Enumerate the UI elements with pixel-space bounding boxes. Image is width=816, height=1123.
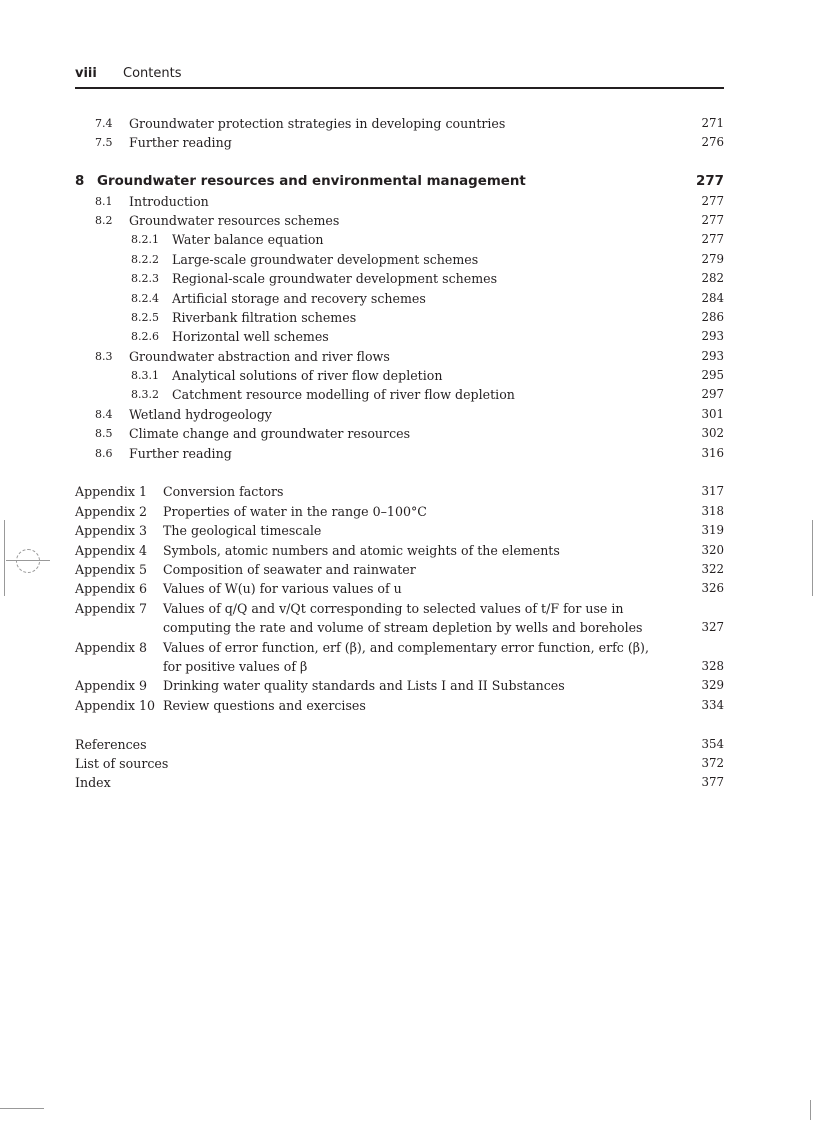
section-number: 8.2.2 [131, 252, 159, 266]
section-number: 8.3 [95, 349, 113, 363]
section-number: 8.2 [95, 213, 113, 227]
page-number: 319 [701, 523, 724, 538]
toc-appendix-9[interactable] [75, 676, 724, 695]
toc-entry[interactable] [75, 405, 724, 424]
appendix-label: Appendix 3 [75, 523, 147, 539]
page-number: 286 [701, 309, 724, 324]
section-number: 8.5 [95, 427, 113, 441]
page-number: 316 [701, 445, 724, 460]
appendix-title: Conversion factors [163, 484, 284, 500]
page-number: 277 [701, 193, 724, 208]
spacer [75, 153, 724, 172]
appendix-label: Appendix 10 [75, 697, 156, 713]
page-number: 354 [701, 736, 724, 751]
section-title: Groundwater protection strategies in developing countries [129, 116, 506, 131]
toc-appendix-7[interactable] [75, 599, 724, 618]
appendix-title-continued: for positive values of β [163, 658, 308, 674]
section-number: 8.6 [95, 446, 113, 460]
section-title: Riverbank filtration schemes [172, 309, 357, 325]
header-rule [75, 87, 724, 89]
appendix-title: Values of W(u) for various values of u [163, 581, 402, 597]
page-number: 329 [701, 678, 724, 693]
page-number: 297 [701, 387, 724, 402]
appendix-label: Appendix 4 [75, 542, 147, 558]
page-number: 271 [701, 116, 724, 130]
page-number: 318 [701, 503, 724, 518]
page-number: 293 [701, 329, 724, 344]
section-title: Groundwater abstraction and river flows [129, 348, 390, 364]
toc-entry[interactable] [75, 211, 724, 230]
toc-entry-7-4[interactable] [75, 114, 724, 133]
toc-appendix-8-cont[interactable] [75, 657, 724, 676]
spacer [75, 463, 724, 482]
crop-mark [812, 520, 813, 596]
table-of-contents [75, 114, 724, 793]
section-title: Further reading [129, 445, 232, 461]
appendix-label: Appendix 9 [75, 678, 147, 694]
toc-appendix-5[interactable] [75, 560, 724, 579]
section-title: Horizontal well schemes [172, 329, 329, 345]
toc-subentry[interactable] [75, 366, 724, 385]
toc-list-of-sources[interactable] [75, 754, 724, 773]
section-number: 8.1 [95, 194, 113, 208]
toc-appendix-10[interactable] [75, 696, 724, 715]
toc-subentry[interactable] [75, 327, 724, 346]
appendix-label: Appendix 1 [75, 484, 147, 500]
toc-subentry[interactable] [75, 250, 724, 269]
section-number: 8.2.6 [131, 330, 159, 344]
page-number: 326 [701, 581, 724, 596]
appendix-title: Drinking water quality standards and Lists I and II Substances [163, 678, 565, 694]
toc-appendix-8[interactable] [75, 638, 724, 657]
section-title: Groundwater resources schemes [129, 212, 340, 228]
appendix-title: Symbols, atomic numbers and atomic weights of the elements [163, 542, 560, 558]
backmatter-title: References [75, 736, 147, 752]
page-number: 284 [701, 290, 724, 305]
section-title: Regional-scale groundwater development schemes [172, 271, 498, 287]
section-number: 8.2.3 [131, 272, 159, 286]
toc-subentry[interactable] [75, 230, 724, 249]
page-number: 372 [701, 755, 724, 770]
toc-entry[interactable] [75, 347, 724, 366]
page-number: 277 [701, 212, 724, 227]
toc-index[interactable] [75, 773, 724, 792]
page-number: 334 [701, 697, 724, 712]
toc-appendix-4[interactable] [75, 541, 724, 560]
page-number: 277 [696, 174, 724, 190]
page-number: 327 [701, 620, 724, 635]
toc-appendix-3[interactable] [75, 521, 724, 540]
chapter-number: 8 [75, 174, 85, 190]
appendix-label: Appendix 8 [75, 639, 147, 655]
page-number: 282 [701, 271, 724, 286]
toc-references[interactable] [75, 735, 724, 754]
section-number: 8.4 [95, 407, 113, 421]
backmatter-title: List of sources [75, 755, 169, 771]
section-title: Climate change and groundwater resources [129, 426, 411, 442]
section-number: 8.2.5 [131, 310, 159, 324]
section-number: 8.2.1 [131, 233, 159, 247]
page-number: 293 [701, 348, 724, 363]
page-number: 277 [701, 232, 724, 247]
toc-subentry[interactable] [75, 289, 724, 308]
section-title: Further reading [129, 135, 232, 151]
page-number: 279 [701, 251, 724, 266]
appendix-title: Review questions and exercises [163, 697, 366, 713]
appendix-title: Composition of seawater and rainwater [163, 561, 416, 577]
toc-chapter-8[interactable] [75, 172, 724, 191]
toc-subentry[interactable] [75, 385, 724, 404]
page-number: 276 [701, 135, 724, 150]
page-number: 322 [701, 561, 724, 576]
section-number: 8.3.2 [131, 388, 159, 402]
page-folio: viii [75, 66, 97, 81]
page-number: 328 [701, 658, 724, 673]
section-number: 7.4 [95, 117, 113, 130]
page-number: 301 [701, 406, 724, 421]
appendix-title: Values of error function, erf (β), and complementary error function, erfc (β), [163, 639, 649, 655]
toc-appendix-7-cont[interactable] [75, 618, 724, 637]
toc-appendix-2[interactable] [75, 502, 724, 521]
section-title: Artificial storage and recovery schemes [172, 290, 426, 306]
appendix-title-continued: computing the rate and volume of stream depletion by wells and boreholes [163, 620, 643, 636]
crop-mark [810, 1100, 811, 1120]
section-title: Catchment resource modelling of river flow depletion [172, 387, 515, 403]
toc-appendix-1[interactable] [75, 482, 724, 501]
section-number: 8.3.1 [131, 369, 159, 383]
section-number: 7.5 [95, 136, 113, 150]
appendix-title: Values of q/Q and v/Qt corresponding to selected values of t/F for use in [163, 600, 624, 616]
appendix-title: The geological timescale [163, 523, 322, 539]
page-number: 317 [701, 484, 724, 499]
section-title: Large-scale groundwater development schemes [172, 251, 479, 267]
section-title: Introduction [129, 193, 209, 209]
toc-entry[interactable] [75, 192, 724, 211]
appendix-label: Appendix 5 [75, 561, 147, 577]
appendix-label: Appendix 2 [75, 503, 147, 519]
crop-mark [4, 520, 5, 596]
page-number: 377 [701, 775, 724, 790]
spacer [75, 715, 724, 734]
page-number: 320 [701, 542, 724, 557]
registration-mark-icon [16, 549, 40, 573]
appendix-label: Appendix 6 [75, 581, 147, 597]
toc-subentry[interactable] [75, 308, 724, 327]
section-title: Analytical solutions of river flow depletion [172, 368, 443, 384]
toc-entry[interactable] [75, 424, 724, 443]
section-title: Water balance equation [172, 232, 324, 248]
toc-entry[interactable] [75, 444, 724, 463]
appendix-label: Appendix 7 [75, 600, 147, 616]
crop-mark [0, 1108, 44, 1109]
toc-entry-7-5[interactable] [75, 133, 724, 152]
toc-subentry[interactable] [75, 269, 724, 288]
section-number: 8.2.4 [131, 291, 159, 305]
running-head [75, 64, 724, 86]
page-number: 295 [701, 368, 724, 383]
running-head-title: Contents [123, 66, 182, 81]
page-number: 302 [701, 426, 724, 441]
toc-appendix-6[interactable] [75, 579, 724, 598]
chapter-title: Groundwater resources and environmental management [97, 174, 526, 190]
backmatter-title: Index [75, 775, 111, 791]
section-title: Wetland hydrogeology [129, 406, 272, 422]
appendix-title: Properties of water in the range 0–100°C [163, 503, 427, 519]
